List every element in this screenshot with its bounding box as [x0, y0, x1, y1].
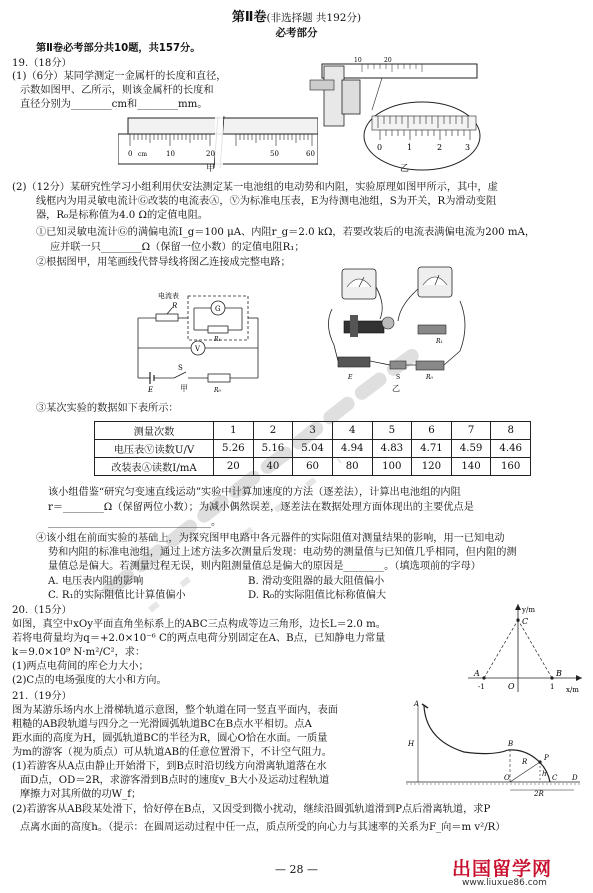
table-cell: 4.46: [491, 440, 531, 458]
tick-label: -1: [478, 683, 485, 691]
q19-p3-after: ________________________________。: [48, 517, 222, 528]
point-label: R: [522, 758, 528, 766]
point-label: P: [544, 754, 549, 762]
q19-p2-line: ①已知灵敏电流计Ⓖ的满偏电流I_g＝100 μA、内阻r_g＝2.0 kΩ，若要改装后的电流表满偏电流为200 mA，: [36, 227, 536, 238]
ruler-figure: [118, 116, 318, 174]
q21-line: (1)若游客从A点由静止开始滑下，到B点时沿切线方向滑离轨道落在水: [12, 761, 327, 772]
q21-line: 图为某游乐场内水上滑梯轨道示意图，整个轨道在同一竖直平面内，表面: [12, 705, 338, 716]
circuit-diagram-jia: [128, 286, 263, 394]
circuit-label: E: [148, 386, 154, 394]
table-row: [95, 440, 531, 458]
title-main: 第Ⅱ卷: [231, 10, 267, 25]
axis-label: x/m: [566, 686, 579, 694]
q19-p3-after: r＝________Ω（保留两位小数）；为减小偶然误差，逐差法在数据处理方面体现出的主要优点是: [48, 502, 474, 513]
figure-label-circuit-jia: 甲: [180, 384, 188, 393]
table-cell: 40: [253, 458, 293, 476]
site-logo: [440, 854, 590, 892]
apparatus-label: R₁: [436, 338, 443, 345]
table-cell: 4: [332, 422, 372, 440]
vernier-tick: 3: [465, 143, 471, 152]
logo-text: 出国留学网: [452, 858, 553, 880]
table-cell: 80: [332, 458, 372, 476]
q20-line: k＝9.0×10⁹ N·m²/C²，求：: [12, 647, 146, 658]
table-cell: 4.83: [372, 440, 412, 458]
slide-figure: [404, 700, 586, 796]
table-cell: 20: [214, 458, 254, 476]
q19-p2-line: ②根据图甲，用笔画线代替导线将图乙连接成完整电路；: [36, 257, 291, 268]
option-b: B. 滑动变阻器的最大阻值偏小: [248, 576, 385, 587]
q19-p1-line: (1)（6分）某同学测定一金属杆的长度和直径，: [12, 71, 227, 82]
title-note: (非选择题 共192分): [266, 12, 362, 24]
table-cell: 7: [451, 422, 491, 440]
table-cell: 6: [412, 422, 452, 440]
ruler-tick-label: 60: [306, 150, 315, 158]
vernier-tick: 0: [377, 143, 383, 152]
table-header-row: [95, 422, 531, 440]
option-a: A. 电压表内阻的影响: [48, 576, 144, 587]
option-c: C. R₁的实际阻值比计算值偏小: [48, 590, 186, 601]
q19-heading: 19.（18分）: [12, 58, 72, 69]
q19-p1-line: 示数如图甲、乙所示，则该金属杆的长度和: [20, 85, 214, 96]
data-table: [94, 421, 531, 476]
point-label: H: [408, 740, 415, 748]
q20-line: 如图，真空中xOy平面直角坐标系上的ABC三点构成等边三角形，边长L＝2.0 m。: [12, 619, 386, 630]
page-title: [0, 6, 593, 25]
table-cell: 测量次数: [95, 422, 214, 440]
ruler-tick-label: 10: [166, 150, 175, 158]
q21-line: 为m的游客（视为质点）可从轨道AB的任意位置滑下，不计空气阻力。: [12, 747, 332, 758]
circuit-label: R₀: [214, 387, 221, 394]
q19-p3-intro: ③某次实验的数据如下表所示：: [36, 403, 179, 414]
apparatus-label: R₀: [426, 374, 433, 381]
table-cell: 改装表Ⓐ读数I/mA: [95, 458, 214, 476]
table-cell: 8: [491, 422, 531, 440]
page-subtitle: 必考部分: [275, 27, 318, 39]
circuit-label: V: [195, 345, 201, 353]
point-label: D: [572, 774, 578, 782]
q21-line: 粗糙的AB段轨道与四分之一光滑圆弧轨道BC在B点水平相切。点A: [12, 719, 312, 730]
caliper-figure: [302, 54, 482, 176]
point-label: A: [474, 669, 480, 678]
tick-label: 1: [550, 683, 555, 691]
q21-line: 面D点，OD＝2R，求游客滑到B点时的速度v_B大小及运动过程轨道: [20, 775, 330, 786]
q19-p2-line: 线框内为用灵敏电流计Ⓖ改装的电流表Ⓐ，Ⓥ为标准电压表，E为待测电池组，S为开关，R为滑动变阻: [36, 196, 497, 207]
option-d: D. R₀的实际阻值比标称值偏大: [248, 590, 387, 601]
point-label: h: [542, 770, 547, 778]
circuit-label: R: [172, 302, 178, 310]
caliper-main-tick: 20: [384, 57, 392, 64]
ruler-tick-label: cm: [138, 151, 148, 158]
table-cell: 5.26: [214, 440, 254, 458]
table-cell: 140: [451, 458, 491, 476]
table-cell: 100: [372, 458, 412, 476]
q21-line: 摩擦力对其所做的功W_f；: [20, 789, 142, 800]
q19-p4-line: ④该小组在前面实验的基础上，为探究图甲电路中各元器件的实际阻值对测量结果的影响，用一已知电动: [36, 533, 505, 544]
q21-heading: 21.（19分）: [12, 691, 72, 702]
table-cell: 120: [412, 458, 452, 476]
point-label: A: [414, 700, 420, 708]
triangle-figure: [462, 600, 587, 696]
table-cell: 5.04: [293, 440, 333, 458]
apparatus-label: E: [348, 374, 353, 381]
table-cell: 3: [293, 422, 333, 440]
table-cell: 1: [214, 422, 254, 440]
apparatus-figure-yi: [320, 265, 480, 390]
vernier-tick: 1: [407, 143, 413, 152]
q19-p4-line: 量值总是偏大。若测量过程无误，则内阻测量值总是偏大的原因是________。（填选项前的字母）: [48, 561, 481, 572]
q19-p2-line: 应并联一只________Ω（保留一位小数）的定值电阻R₁；: [50, 242, 305, 253]
q21-line: 距水面的高度为H，圆弧轨道BC的半径为R，圆心O恰在水面。一质量: [12, 733, 328, 744]
q19-p2-line: (2)（12分）某研究性学习小组利用伏安法测定某一电池组的电动势和内阻，实验原理如图甲所示，其中，虚: [12, 182, 498, 193]
page-number: — 28 —: [275, 863, 318, 876]
circuit-label: G: [215, 305, 221, 313]
logo-url: www.liuxue86.com: [462, 878, 547, 888]
q20-line: 若将电荷量均为q＝+2.0×10⁻⁶ C的两点电荷分别固定在A、B点，已知静电力常量: [12, 633, 386, 644]
table-cell: 5.16: [253, 440, 293, 458]
q19-p3-after: 该小组借鉴“研究匀变速直线运动”实验中计算加速度的方法（逐差法），计算出电池组的内阻: [48, 487, 461, 498]
q21-line: (2)若游客从AB段某处滑下，恰好停在B点，又因受到微小扰动，继续沿圆弧轨道滑到P点后滑离轨道，求P: [12, 804, 491, 815]
table-cell: 60: [293, 458, 333, 476]
point-label: O: [504, 774, 510, 782]
section-intro: 第Ⅱ卷必考部分共10题，共157分。: [36, 43, 201, 54]
ruler-tick-label: 0: [128, 150, 133, 158]
q20-line: (1)两点电荷间的库仑力大小；: [12, 661, 149, 672]
caliper-main-tick: 10: [354, 57, 362, 64]
point-label: O: [508, 682, 515, 691]
point-label: 2R: [534, 790, 544, 796]
table-cell: 4.59: [451, 440, 491, 458]
figure-label-yi: 乙: [400, 164, 410, 174]
table-cell: 4.71: [412, 440, 452, 458]
q21-line: 点离水面的高度h。（提示：在圆周运动过程中任一点，质点所受的向心力与其速率的关系为F_向＝m v²/R）: [20, 822, 506, 833]
circuit-label: 电流表: [158, 292, 179, 300]
q19-p4-line: 势和内阻的标准电池组，通过上述方法多次测量后发现：电动势的测量值与已知值几乎相同，但内阻的测: [48, 547, 517, 558]
vernier-tick: 2: [437, 143, 443, 152]
circuit-label: R₁: [214, 336, 221, 343]
q20-line: (2)C点的电场强度的大小和方向。: [12, 675, 167, 686]
q19-p1-line: 直径分别为________cm和________mm。: [20, 99, 208, 110]
point-label: B: [508, 740, 514, 748]
q19-p2-line: 器，R₀是标称值为4.0 Ω的定值电阻。: [36, 210, 209, 221]
table-cell: 5: [372, 422, 412, 440]
table-row: [95, 458, 531, 476]
table-cell: 4.94: [332, 440, 372, 458]
axis-label: y/m: [522, 606, 535, 614]
table-cell: 160: [491, 458, 531, 476]
ruler-tick-label: 50: [270, 150, 279, 158]
point-label: C: [552, 774, 558, 782]
point-label: B: [556, 669, 562, 678]
table-cell: 电压表Ⓥ读数U/V: [95, 440, 214, 458]
table-cell: 2: [253, 422, 293, 440]
figure-label-apparatus-yi: 乙: [392, 384, 400, 393]
ruler-tick-label: 20: [206, 150, 215, 158]
apparatus-label: S: [396, 374, 401, 381]
q20-heading: 20.（15分）: [12, 605, 72, 616]
point-label: C: [522, 617, 529, 626]
figure-label-jia: 甲: [206, 164, 216, 174]
circuit-label: S: [178, 364, 183, 372]
